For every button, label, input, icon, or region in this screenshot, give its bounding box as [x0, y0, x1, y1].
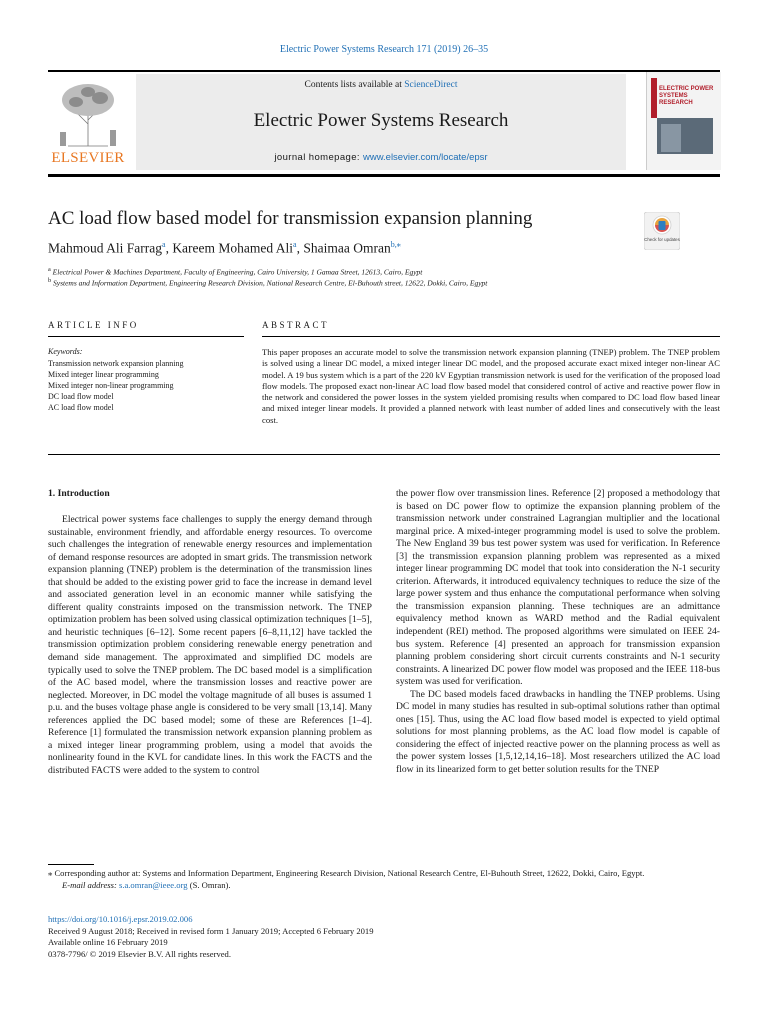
keyword-list	[48, 358, 183, 413]
keyword-item: Mixed integer linear programming	[48, 370, 159, 379]
journal-cover-thumbnail	[646, 72, 721, 170]
homepage-link[interactable]: www.elsevier.com/locate/epsr	[362, 152, 488, 163]
contents-prefix: Contents lists available at	[304, 80, 405, 90]
crossmark-label: Check for updates	[644, 237, 680, 242]
keyword-item: Mixed integer non-linear programming	[48, 381, 174, 390]
body-paragraph: Electrical power systems face challenges to supply the energy demand through sustainable, environment friendly, and affordable energy resources. To overcome such challenges the integration of renewable energy resources and implementation of demand response resources are adopted in smart grids. The transmission network expansion planning (TNEP) problem is the determination of the transmission lines that should be added to the existing power grid to face the increase in demand level and associated generation level in an economic manner while satisfying the different quality constraints imposed on the transmission network. The TNEP optimization problem has been solved using classical optimization techniques [1–5], and heuristic techniques [6–12]. Some recent papers [6–8,11,12] have tackled the transmission optimization problem considering renewable energy penetration and demand side management. The approximated and simplified DC models are typically used to solve the TNEP problem. The DC based model is a simplification of the AC based model, where the transmission losses and reactive power are neglected. Moreover, in DC model the voltage magnitude of all buses is assumed 1 p.u. and the buses voltage phase angle is considered to be very small [13,14]. Many references applied the DC based model; some of these are References [1–4]. Reference [1] formulated the transmission network expansion planning problem as a mixed integer linear programming problem, using a model that avoids the nonlinearity found in the KVL for candidate lines. In this work the FACTS and the distributed FACTS were added to the system to control	[48, 514, 372, 776]
publisher-name: ELSEVIER	[51, 150, 125, 166]
masthead-center	[136, 74, 626, 170]
affiliation-mark: a	[48, 266, 51, 273]
sciencedirect-link[interactable]: ScienceDirect	[404, 80, 458, 90]
article-title: AC load flow based model for transmission expansion planning	[48, 208, 533, 229]
keywords-label: Keywords:	[48, 347, 83, 356]
intro-right-column	[396, 488, 720, 777]
article-info-heading: ARTICLE INFO	[48, 320, 139, 330]
corresponding-author-text: ⁎ Corresponding author at: Systems and Information Department, Engineering Research Division, National Research Centre, El-Buhouth Street, 12622, Dokki, Cairo, Egypt.	[48, 868, 645, 878]
author-affiliation-mark[interactable]: a	[162, 240, 166, 249]
affiliation-text: Electrical Power & Machines Department, Faculty of Engineering, Cairo University, 1 Gamaa Street, 12613, Cairo, Egypt	[52, 267, 423, 277]
keyword-item: DC load flow model	[48, 392, 114, 401]
copyright-line: 0378-7796/ © 2019 Elsevier B.V. All rights reserved.	[48, 948, 231, 959]
email-suffix: (S. Omran).	[187, 879, 231, 890]
journal-name: Electric Power Systems Research	[253, 110, 509, 131]
body-paragraph: The DC based models faced drawbacks in handling the TNEP problems. Using DC model in many studies has resulted in sub-optimal solutions rather than optimal ones [15]. Thus, using the AC load flow based model is expected to yield optimal solutions for most planning problems, as the AC load flow model is capable of considering the effect of injected reactive power on the planning process as well as the power system losses [1,5,12,14,16–18]. Most researchers utilized the AC load flow in its linearized form to get better solution results for the TNEP	[396, 688, 720, 776]
section-heading-introduction: 1. Introduction	[48, 488, 110, 499]
author-name: Shaimaa Omran	[303, 240, 391, 256]
section-divider	[48, 454, 720, 455]
journal-citation-link[interactable]: Electric Power Systems Research 171 (2019) 26–35	[279, 44, 489, 55]
corresponding-author-footnote	[48, 868, 720, 891]
author-name: Mahmoud Ali Farrag	[48, 240, 162, 256]
author-affiliation-mark[interactable]: a	[293, 240, 297, 249]
abstract-text: This paper proposes an accurate model to solve the transmission network expansion planning (TNEP) problem. The TNEP problem is solved using a linear DC model, a mixed integer linear DC model, and the proposed accurate exact mixed integer non-linear AC model. A 19 bus system which is a part of the 220 kV Egyptian transmission network is used for the verification of the proposed load flow models. The proposed exact non-linear AC load flow based model that considered control of active and reactive power flow in the network and considered the power losses in the system yielded promising results when compared to DC load flow based linear and mixed integer linear models. It provided a planned network with least number of added lines and consecutively with the least cost.	[262, 347, 720, 425]
affiliation-a	[48, 266, 422, 277]
affiliation-text: Systems and Information Department, Engineering Research Division, National Research Centre, El-Buhouth street, 12622, Dokki, Cairo, Egypt	[53, 278, 488, 288]
intro-left-column	[48, 514, 372, 777]
available-online: Available online 16 February 2019	[48, 937, 168, 947]
affiliation-b	[48, 277, 487, 288]
author-list: Mahmoud Ali Farrag$^a$, Kareem Mohamed Ali$^a$, Shaimaa Omran$^{b,⁎}$	[48, 240, 401, 256]
abstract-heading: ABSTRACT	[262, 320, 330, 330]
affiliation-mark: b	[48, 277, 52, 284]
keyword-item: Transmission network expansion planning	[48, 359, 184, 368]
cover-title: ELECTRIC POWER SYSTEMS RESEARCH	[659, 86, 714, 106]
received-dates: Received 9 August 2018; Received in revised form 1 January 2019; Accepted 6 February 2019	[48, 925, 374, 936]
footnote-rule	[48, 864, 94, 865]
author-name: Kareem Mohamed Ali	[172, 240, 294, 256]
cover-strip	[651, 78, 657, 118]
article-info-rule	[48, 336, 244, 337]
email-line	[48, 880, 720, 892]
contents-line	[136, 80, 626, 90]
author-affiliation-mark[interactable]: b,⁎	[390, 240, 401, 249]
email-label: E-mail address:	[62, 879, 119, 890]
journal-homepage	[136, 152, 626, 163]
crossmark-icon[interactable]	[644, 212, 680, 250]
keyword-item: AC load flow model	[48, 403, 114, 412]
journal-masthead	[48, 70, 720, 177]
doi-link[interactable]: https://doi.org/10.1016/j.epsr.2019.02.006	[48, 914, 193, 924]
body-paragraph: the power flow over transmission lines. Reference [2] proposed a methodology that is based on DC power flow to optimize the expansion planning problem of the transmission network under constrained Lagrangian multiplier and the locational marginal price. A mixed-integer programming model is used to solve the problem. The New England 39 bus test power system was used for verification. In Reference [3] the transmission expansion planning problem was represented as a mixed integer linear programming DC model that took into consideration the N-1 security criterion. Afterwards, it introduced equivalency techniques to reduce the size of the large power system and thus enhance the computational performance when solving the transmission expansion planning. These techniques are an admittance equivalency method known as WARD method and the Radial equivalent independent (REI) method. The proposed algorithms were simulated on IEEE 24-bus system. Reference [4] presented an approach for transmission expansion planning problem considering short circuit currents constraints and N-1 security constraints. A linearized DC power flow model was proposed and the IEEE 118-bus system was used for verification.	[396, 488, 720, 688]
homepage-label: journal homepage:	[274, 152, 363, 163]
publication-info	[48, 914, 374, 960]
abstract-rule	[262, 336, 720, 337]
cover-image-detail	[661, 124, 681, 152]
email-link[interactable]: s.a.omran@ieee.org	[118, 879, 188, 890]
